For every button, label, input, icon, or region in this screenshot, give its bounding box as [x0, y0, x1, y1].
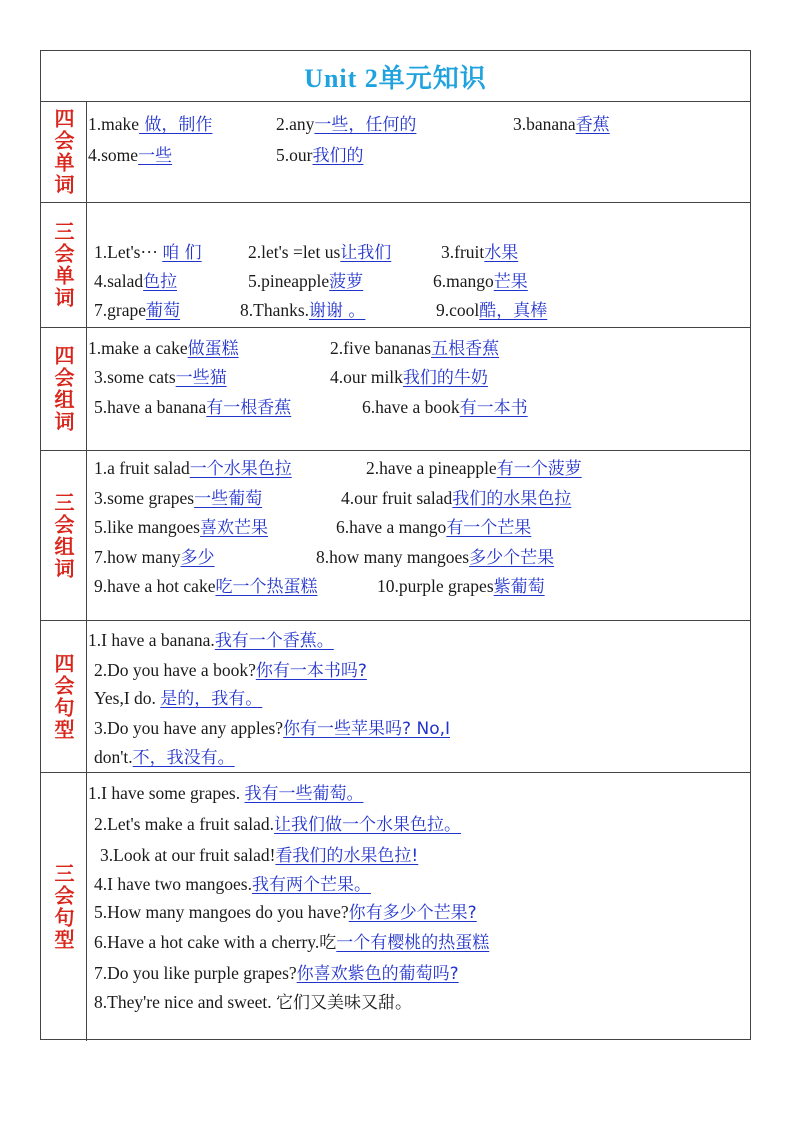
chinese-answer: 紫葡萄	[493, 577, 545, 597]
vocab-item	[88, 144, 172, 167]
vocab-item	[94, 813, 461, 836]
english-text: 1.Let's···	[94, 242, 163, 262]
vocab-item	[240, 299, 365, 322]
english-text: 2.five bananas	[330, 338, 432, 358]
english-text: 9.have a hot cake	[94, 576, 216, 596]
chinese-answer: 有一个芒果	[446, 518, 532, 538]
section-6	[41, 773, 750, 1041]
chinese-answer: 我有一些葡萄。	[244, 784, 364, 804]
english-text: 2.any	[276, 114, 315, 134]
section-2	[41, 203, 750, 328]
chinese-text: 吃	[319, 933, 337, 953]
chinese-answer: 色拉	[143, 272, 178, 292]
english-text: 5.like mangoes	[94, 517, 200, 537]
section-4	[41, 451, 750, 621]
section-3	[41, 328, 750, 451]
english-text: 4.our milk	[330, 367, 403, 387]
vocab-item	[94, 901, 477, 924]
chinese-answer: 做蛋糕	[187, 339, 239, 359]
vocab-item	[94, 687, 262, 710]
chinese-answer: 喜欢芒果	[199, 518, 268, 538]
english-text: 8.Thanks.	[240, 300, 310, 320]
english-text: 4.our fruit salad	[341, 488, 453, 508]
vocab-item	[441, 241, 518, 264]
english-text: 7.Do you like purple grapes?	[94, 963, 297, 983]
english-text: 4.I have two mangoes.	[94, 874, 252, 894]
chinese-answer: 有一个菠萝	[496, 459, 582, 479]
section-label-cell	[41, 203, 87, 327]
section-label: 四会单词	[51, 107, 75, 196]
chinese-answer: 是的，我有。	[160, 689, 263, 709]
chinese-answer: 不，我没有。	[132, 748, 235, 768]
chinese-answer: 咱 们	[162, 243, 202, 263]
chinese-text: 它们又美味又甜。	[275, 993, 412, 1013]
english-text: 1.I have some grapes.	[88, 783, 245, 803]
vocab-item	[94, 457, 292, 480]
english-text: 3.Do you have any apples?	[94, 718, 284, 738]
chinese-answer: 一些猫	[175, 368, 227, 388]
english-text: 2.Let's make a fruit salad.	[94, 814, 275, 834]
english-text: 8.how many mangoes	[316, 547, 470, 567]
chinese-answer: 多少个芒果	[469, 548, 555, 568]
chinese-answer: 看我们的水果色拉!	[275, 846, 419, 866]
section-label: 四会句型	[51, 652, 75, 741]
vocab-item	[94, 746, 235, 769]
chinese-answer: 我们的牛奶	[402, 368, 488, 388]
chinese-answer: 你有一些苹果吗? No,I	[283, 719, 451, 739]
chinese-answer: 芒果	[493, 272, 528, 292]
vocab-item	[433, 270, 528, 293]
english-text: 1.make a cake	[88, 338, 188, 358]
vocab-item	[248, 270, 363, 293]
english-text: 2.have a pineapple	[366, 458, 497, 478]
chinese-answer: 葡萄	[146, 301, 180, 321]
vocab-item	[276, 113, 416, 136]
chinese-answer: 水果	[484, 243, 519, 263]
vocab-item	[94, 546, 215, 569]
english-text: 4.some	[88, 145, 139, 165]
vocab-item	[341, 487, 571, 510]
vocab-item	[436, 299, 547, 322]
vocab-item	[330, 337, 499, 360]
english-text: Yes,I do.	[94, 688, 161, 708]
section-content	[88, 203, 744, 327]
section-5	[41, 621, 750, 773]
vocab-item	[94, 962, 459, 985]
english-text: 3.fruit	[441, 242, 485, 262]
vocab-item	[366, 457, 582, 480]
english-text: 4.salad	[94, 271, 144, 291]
chinese-answer: 一些	[138, 146, 173, 166]
english-text: 9.cool	[436, 300, 480, 320]
english-text: 5.our	[276, 145, 313, 165]
chinese-answer: 我有一个香蕉。	[214, 631, 334, 651]
vocab-item	[336, 516, 531, 539]
chinese-answer: 你有一本书吗?	[255, 661, 367, 681]
knowledge-table	[40, 50, 751, 1040]
english-text: 3.some grapes	[94, 488, 195, 508]
vocab-item	[94, 931, 489, 954]
vocab-item	[94, 270, 177, 293]
chinese-answer: 有一根香蕉	[206, 398, 292, 418]
vocab-item	[88, 337, 239, 360]
chinese-answer: 我有两个芒果。	[251, 875, 371, 895]
english-text: 1.a fruit salad	[94, 458, 190, 478]
chinese-answer: 一些葡萄	[194, 489, 263, 509]
english-text: 3.banana	[513, 114, 576, 134]
english-text: 6.have a book	[362, 397, 460, 417]
section-content	[88, 101, 744, 202]
english-text: 5.pineapple	[248, 271, 330, 291]
chinese-answer: 一个有樱桃的热蛋糕	[336, 933, 490, 953]
english-text: 3.Look at our fruit salad!	[100, 845, 276, 865]
chinese-answer: 我们的水果色拉	[452, 489, 572, 509]
vocab-item	[88, 629, 334, 652]
section-content	[88, 451, 744, 620]
english-text: 6.have a mango	[336, 517, 447, 537]
english-text: 1.make	[88, 114, 140, 134]
vocab-item	[94, 366, 227, 389]
english-text: 3.some cats	[94, 367, 176, 387]
english-text: 2.Do you have a book?	[94, 660, 256, 680]
section-label-cell	[41, 773, 87, 1041]
section-label: 三会组词	[51, 491, 75, 580]
vocab-item	[94, 575, 317, 598]
vocab-item	[513, 113, 610, 136]
english-text: 8.They're nice and sweet.	[94, 992, 276, 1012]
vocab-item	[100, 844, 418, 867]
section-label-cell	[41, 621, 87, 772]
section-label: 四会组词	[51, 345, 75, 433]
vocab-item	[94, 873, 371, 896]
chinese-answer: 一些，任何的	[314, 115, 417, 135]
chinese-answer: 一个水果色拉	[189, 459, 292, 479]
section-label-cell	[41, 101, 87, 202]
section-label: 三会句型	[51, 863, 75, 951]
english-text: 1.I have a banana.	[88, 630, 215, 650]
chinese-answer: 谢谢 。	[309, 301, 366, 321]
chinese-answer: 有一本书	[459, 398, 528, 418]
vocab-item	[362, 396, 528, 419]
vocab-item	[94, 241, 202, 264]
section-content	[88, 328, 744, 450]
vocab-item	[377, 575, 545, 598]
vocab-item	[316, 546, 554, 569]
chinese-answer: 香蕉	[575, 115, 610, 135]
chinese-answer: 酷，真棒	[479, 301, 548, 321]
chinese-answer: 菠萝	[329, 272, 364, 292]
section-1	[41, 101, 750, 203]
vocab-item	[94, 991, 412, 1014]
vocab-item	[94, 396, 291, 419]
chinese-answer: 我们的	[312, 146, 364, 166]
vocab-item	[94, 717, 450, 740]
english-text: 5.have a banana	[94, 397, 207, 417]
chinese-answer: 吃一个热蛋糕	[215, 577, 318, 597]
vocab-item	[88, 113, 212, 136]
vocab-item	[94, 516, 268, 539]
chinese-answer: 五根香蕉	[431, 339, 500, 359]
vocab-item	[248, 241, 391, 264]
english-text: 2.let's =let us	[248, 242, 341, 262]
vocab-item	[330, 366, 488, 389]
section-label-cell	[41, 328, 87, 450]
english-text: 6.mango	[433, 271, 494, 291]
vocab-item	[276, 144, 363, 167]
chinese-answer: 你喜欢紫色的葡萄吗?	[296, 964, 459, 984]
section-content	[88, 773, 744, 1041]
english-text: 7.grape	[94, 300, 146, 320]
english-text: 5.How many mangoes do you have?	[94, 902, 349, 922]
chinese-answer: 多少	[180, 548, 215, 568]
english-text: 10.purple grapes	[377, 576, 494, 596]
page-title: Unit 2单元知识	[304, 63, 487, 93]
english-text: 6.Have a hot cake with a cherry.	[94, 932, 320, 952]
section-label-cell	[41, 451, 87, 620]
section-content	[88, 621, 744, 772]
section-label: 三会单词	[51, 221, 75, 309]
vocab-item	[88, 782, 363, 805]
english-text: 7.how many	[94, 547, 181, 567]
chinese-answer: 做，制作	[139, 115, 213, 135]
chinese-answer: 你有多少个芒果?	[348, 903, 477, 923]
chinese-answer: 让我们做一个水果色拉。	[274, 815, 462, 835]
vocab-item	[94, 299, 180, 322]
vocab-item	[94, 659, 367, 682]
english-text: don't.	[94, 747, 133, 767]
title-row	[41, 51, 750, 102]
chinese-answer: 让我们	[340, 243, 392, 263]
vocab-item	[94, 487, 262, 510]
